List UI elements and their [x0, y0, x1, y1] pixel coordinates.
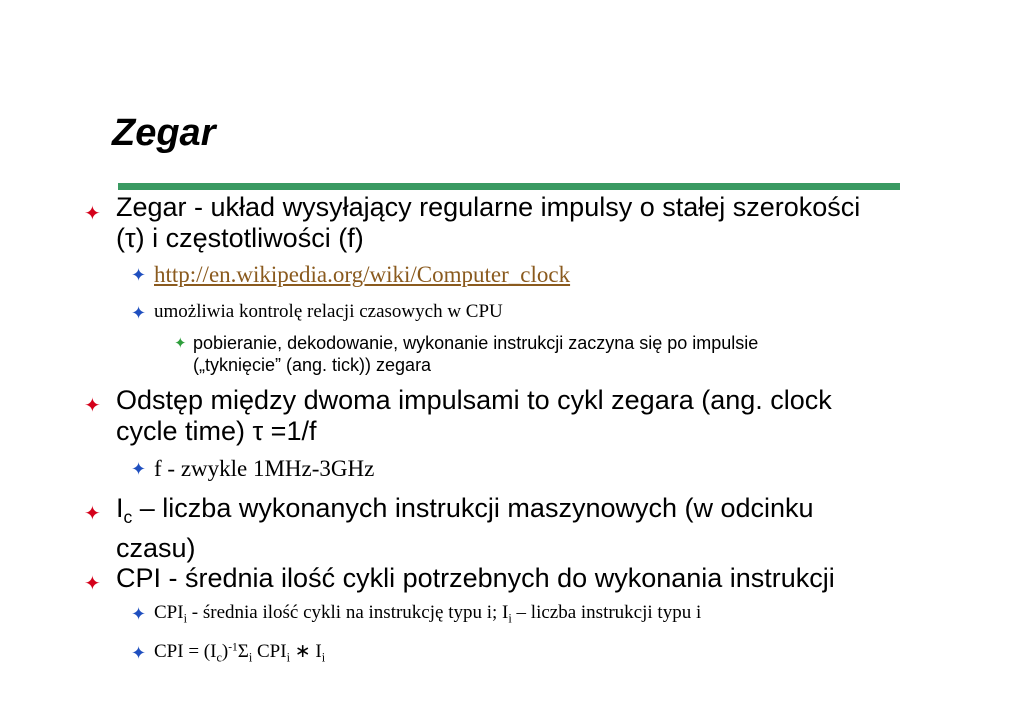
bullet-line: Odstęp między dwoma impulsami to cykl zegara (ang. clock — [116, 385, 832, 415]
bullet-star-icon: ✦ — [131, 643, 147, 663]
bullet-cpi-i: $CPI_i$ - średnia ilość cykli na instrukcję typu i; $I_i$ – liczba instrukcji typu i — [154, 602, 702, 626]
bullet-line: („tyknięcie” (ang. tick)) zegara — [193, 355, 432, 375]
bullet-star-icon: ✦ — [84, 503, 101, 525]
bullet-star-icon: ✦ — [131, 459, 147, 479]
slide-title: Zegar — [112, 112, 216, 154]
bullet-star-icon: ✦ — [84, 395, 101, 417]
bullet-ic: $I_c$ – liczba wykonanych instrukcji maszynowych (w odcinku czasu) — [116, 493, 814, 564]
wikipedia-link[interactable]: http://en.wikipedia.org/wiki/Computer_clock — [154, 262, 571, 287]
bullet-line: czasu) — [116, 533, 196, 564]
title-underline — [118, 183, 900, 190]
bullet-cpi-formula: CPI = $(I_c)^{-1}\Sigma_i$ $CPI_i$ ∗ $I_i$ — [154, 641, 326, 665]
bullet-cpu-timing: umożliwia kontrolę relacji czasowych w CPU — [154, 301, 503, 322]
bullet-star-icon: ✦ — [84, 203, 101, 225]
bullet-line: Zegar - układ wysyłający regularne impulsy o stałej szerokości — [116, 192, 861, 222]
bullet-line: (τ) i częstotliwości (f) — [116, 223, 364, 253]
bullet-line: pobieranie, dekodowanie, wykonanie instrukcji zaczyna się po impulsie — [193, 333, 759, 353]
bullet-clock-cycle — [116, 385, 832, 447]
bullet-star-icon: ✦ — [131, 604, 147, 624]
bullet-cpi: CPI - średnia ilość cykli potrzebnych do wykonania instrukcji — [116, 563, 835, 593]
bullet-star-icon: ✦ — [174, 335, 187, 352]
bullet-star-icon: ✦ — [131, 303, 147, 323]
bullet-frequency: f - zwykle 1MHz-3GHz — [154, 456, 375, 481]
bullet-star-icon: ✦ — [84, 573, 101, 595]
bullet-line: cycle time) τ =1/f — [116, 416, 317, 446]
bullet-tick — [193, 332, 758, 376]
bullet-star-icon: ✦ — [131, 265, 147, 285]
bullet-clock-definition — [116, 192, 860, 254]
